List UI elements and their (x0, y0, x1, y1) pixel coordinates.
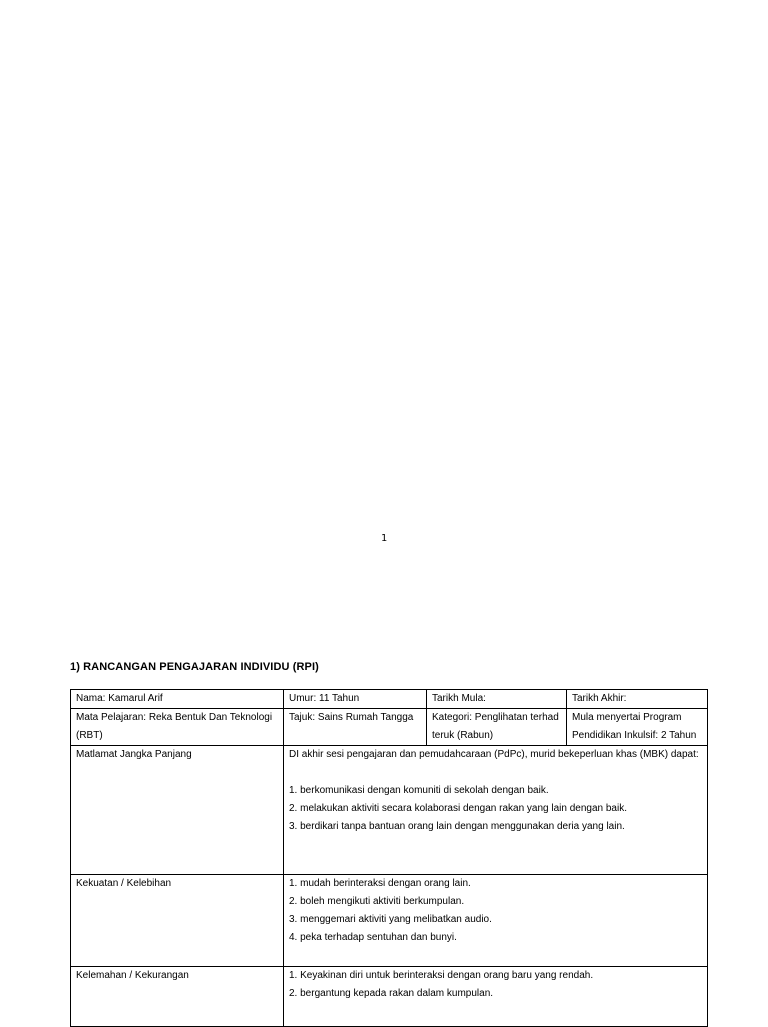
rpi-table (70, 689, 708, 1027)
tarikh-mula-cell: Tarikh Mula: (427, 690, 567, 709)
matlamat-intro: DI akhir sesi pengajaran dan pemudahcaraan (PdPc), murid bekeperluan khas (MBK) dapat: (289, 749, 699, 760)
kelemahan-item: 1. Keyakinan diri untuk berinteraksi dengan orang baru yang rendah. (289, 970, 594, 981)
table-row (71, 709, 708, 746)
section-title: 1) RANCANGAN PENGAJARAN INDIVIDU (RPI) (70, 661, 319, 673)
matlamat-content (284, 746, 708, 875)
tajuk-cell: Tajuk: Sains Rumah Tangga (284, 709, 427, 746)
kelemahan-content (284, 967, 708, 1027)
tarikh-akhir-cell: Tarikh Akhir: (567, 690, 708, 709)
kekuatan-label: Kekuatan / Kelebihan (71, 875, 284, 967)
table-row (71, 875, 708, 967)
kekuatan-item: 4. peka terhadap sentuhan dan bunyi. (289, 932, 457, 943)
nama-cell: Nama: Kamarul Arif (71, 690, 284, 709)
kekuatan-item: 2. boleh mengikuti aktiviti berkumpulan. (289, 896, 465, 907)
matlamat-item: 3. berdikari tanpa bantuan orang lain dengan menggunakan deria yang lain. (289, 821, 625, 832)
kelemahan-label: Kelemahan / Kekurangan (71, 967, 284, 1027)
kelemahan-item: 2. bergantung kepada rakan dalam kumpulan. (289, 988, 494, 999)
table-row (71, 746, 708, 875)
umur-cell: Umur: 11 Tahun (284, 690, 427, 709)
mata-pelajaran-cell: Mata Pelajaran: Reka Bentuk Dan Teknologi (RBT) (71, 709, 284, 746)
table-row (71, 967, 708, 1027)
kekuatan-content (284, 875, 708, 967)
kategori-cell: Kategori: Penglihatan terhad teruk (Rabun) (427, 709, 567, 746)
matlamat-item: 2. melakukan aktiviti secara kolaborasi dengan rakan yang lain dengan baik. (289, 803, 627, 814)
kekuatan-item: 3. menggemari aktiviti yang melibatkan audio. (289, 914, 492, 925)
program-cell: Mula menyertai Program Pendidikan Inkulsif: 2 Tahun (567, 709, 708, 746)
page-number: 1 (380, 533, 388, 544)
kekuatan-item: 1. mudah berinteraksi dengan orang lain. (289, 878, 471, 889)
matlamat-item: 1. berkomunikasi dengan komuniti di sekolah dengan baik. (289, 785, 549, 796)
matlamat-label: Matlamat Jangka Panjang (71, 746, 284, 875)
table-row (71, 690, 708, 709)
